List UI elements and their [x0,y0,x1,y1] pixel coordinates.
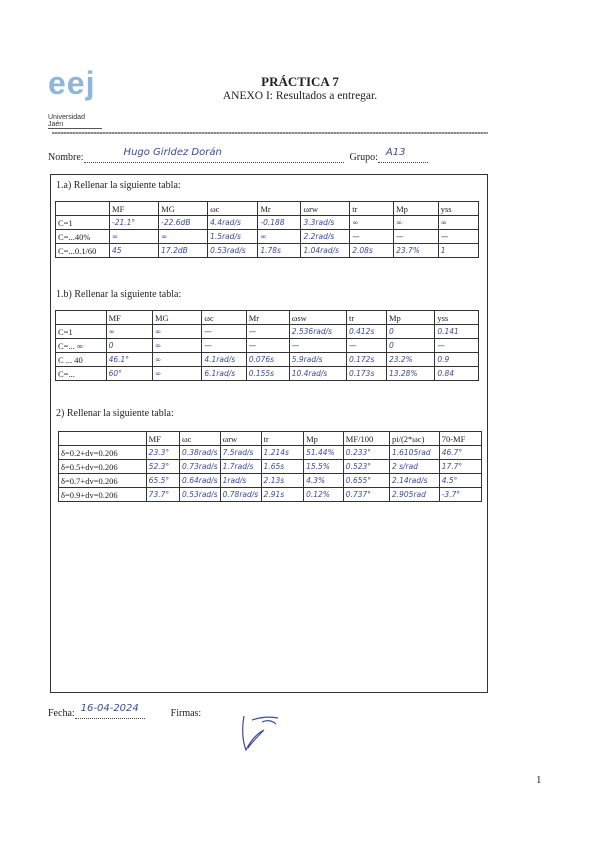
column-header: Mp [386,311,434,325]
page-title: PRÁCTICA 7 [261,74,339,89]
section-2-label: 2) Rellenar la siguiente tabla: [56,408,174,419]
row-label: δ=0.7+dv=0.206 [59,474,147,488]
cell-value: 1 [438,244,478,258]
cell-value: — [202,339,246,353]
table-row [56,367,479,381]
cell-value: 4.1rad/s [202,353,246,367]
cell-value: 23.2% [386,353,434,367]
column-header: tr [261,432,304,446]
column-header: 70-MF [439,432,481,446]
logo-letter: e [48,65,66,101]
cell-value: ∞ [258,230,301,244]
cell-value: 1rad/s [220,474,261,488]
row-label: δ=0.5+dv=0.206 [59,460,147,474]
cell-value: 65.5° [146,474,179,488]
table-1a [55,201,479,258]
cell-value: 4.4rad/s [208,216,258,230]
cell-value: 0.076s [246,353,289,367]
page-number: 1 [536,774,542,786]
cell-value: 52.3° [146,460,179,474]
cell-value: 0.9 [435,353,479,367]
cell-value: 1.04rad/s [301,244,350,258]
signature-label: Firmas: [170,708,202,719]
row-label: C=1 [56,216,110,230]
cell-value: 1.78s [258,244,301,258]
column-header: MG [152,311,201,325]
cell-value: 0.737° [343,488,389,502]
group-field [378,147,428,163]
cell-value: 1.7rad/s [220,460,261,474]
cell-value: 0.523° [343,460,389,474]
cell-value: 2.91s [261,488,304,502]
cell-value: 73.7° [146,488,179,502]
column-header: Mr [246,311,289,325]
column-header: ωrw [301,202,350,216]
cell-value: — [246,325,289,339]
row-label: δ=0.2+dv=0.206 [59,446,147,460]
cell-value: ∞ [394,216,439,230]
table-row [56,325,479,339]
column-header: MG [159,202,208,216]
cell-value: — [202,325,246,339]
cell-value: ∞ [438,216,478,230]
column-header: tr [350,202,394,216]
cell-value: 0.141 [435,325,479,339]
cell-value: 4.3% [304,474,344,488]
cell-value: 0.78rad/s [220,488,261,502]
cell-value: 0.73rad/s [180,460,221,474]
row-label: C=1 [56,325,107,339]
cell-value: 15.5% [304,460,344,474]
table-1b [55,310,479,381]
cell-value: 13.28% [386,367,434,381]
divider [52,132,488,134]
row-label: C=...40% [56,230,110,244]
signature-scribble [238,712,282,754]
name-field [84,147,344,163]
column-header: MF [106,311,152,325]
cell-value: ∞ [152,367,201,381]
table-2 [58,431,482,502]
cell-value: 0.53rad/s [180,488,221,502]
cell-value: 0.38rad/s [180,446,221,460]
column-header: MF [146,432,179,446]
column-header: yss [438,202,478,216]
column-header: Mp [394,202,439,216]
cell-value: 17.7° [439,460,481,474]
cell-value: 0.412s [346,325,386,339]
cell-value: 0 [386,339,434,353]
cell-value: 0.173s [346,367,386,381]
cell-value: -0.188 [258,216,301,230]
cell-value: 1.214s [261,446,304,460]
table-header-row [59,432,482,446]
logo-letter: e [66,65,85,101]
cell-value: 23.3° [146,446,179,460]
page-subtitle: ANEXO I: Resultados a entregar. [222,90,378,102]
cell-value: — [246,339,289,353]
cell-value: ∞ [159,230,208,244]
cell-value: ∞ [110,230,159,244]
cell-value: 0.233° [343,446,389,460]
column-header: Mp [304,432,344,446]
column-header: ωrw [220,432,261,446]
cell-value: 0.84 [435,367,479,381]
column-header: pi/(2*ωc) [389,432,439,446]
cell-value: — [435,339,479,353]
cell-value: 51.44% [304,446,344,460]
cell-value: 2.14rad/s [389,474,439,488]
cell-value: 0.12% [304,488,344,502]
cell-value: 3.3rad/s [301,216,350,230]
cell-value: 2.13s [261,474,304,488]
cell-value: 2.08s [350,244,394,258]
table-row [56,244,479,258]
cell-value: — [346,339,386,353]
column-header [59,432,147,446]
cell-value: 0.64rad/s [180,474,221,488]
cell-value: 0.155s [246,367,289,381]
cell-value: -3.7° [439,488,481,502]
column-header: ωc [202,311,246,325]
cell-value: 2.536rad/s [289,325,346,339]
group-value: A13 [385,147,406,158]
name-line [48,147,428,163]
table-header-row [56,311,479,325]
cell-value: 2 s/rad [389,460,439,474]
cell-value: -22.6dB [159,216,208,230]
cell-value: — [438,230,478,244]
cell-value: 60° [106,367,152,381]
table-header-row [56,202,479,216]
column-header [56,311,107,325]
name-value: Hugo Girldez Dorán [123,147,222,158]
table-row [56,339,479,353]
row-label: C=... ∞ [56,339,107,353]
cell-value: 46.7° [439,446,481,460]
footer-line [48,703,202,719]
row-label: C ... 40 [56,353,107,367]
section-1b-label: 1.b) Rellenar la siguiente tabla: [56,289,182,300]
cell-value: 4.5° [439,474,481,488]
column-header: yss [435,311,479,325]
cell-value: 0 [386,325,434,339]
cell-value: 17.2dB [159,244,208,258]
cell-value: ∞ [152,353,201,367]
row-label: C=...0.1/60 [56,244,110,258]
column-header: ωsw [289,311,346,325]
row-label: C=... [56,367,107,381]
cell-value: 2.905rad [389,488,439,502]
date-label: Fecha: [48,708,75,719]
column-header: tr [346,311,386,325]
section-1a-label: 1.a) Rellenar la siguiente tabla: [56,180,181,191]
cell-value: 45 [110,244,159,258]
cell-value: ∞ [350,216,394,230]
cell-value: 1.6105rad [389,446,439,460]
table-row [59,446,482,460]
column-header: ωc [208,202,258,216]
name-label: Nombre: [48,152,84,163]
row-label: δ=0.9+dv=0.206 [59,488,147,502]
table-row [56,230,479,244]
cell-value: 5.9rad/s [289,353,346,367]
cell-value: 0 [106,339,152,353]
column-header [56,202,110,216]
group-label: Grupo: [349,152,378,163]
column-header: MF [110,202,159,216]
cell-value: 0.655° [343,474,389,488]
cell-value: — [289,339,346,353]
cell-value: 23.7% [394,244,439,258]
cell-value: 0.53rad/s [208,244,258,258]
cell-value: 7.5rad/s [220,446,261,460]
logo-letter: j [85,65,95,101]
table-row [59,460,482,474]
cell-value: 10.4rad/s [289,367,346,381]
cell-value: -21.1° [110,216,159,230]
cell-value: 6.1rad/s [202,367,246,381]
table-row [59,474,482,488]
cell-value: 46.1° [106,353,152,367]
cell-value: 2.2rad/s [301,230,350,244]
logo-subtext: Universidad Jaén [48,114,102,129]
cell-value: ∞ [152,325,201,339]
cell-value: — [350,230,394,244]
column-header: Mr [258,202,301,216]
table-row [59,488,482,502]
date-field [75,703,145,719]
cell-value: ∞ [152,339,201,353]
date-value: 16-04-2024 [80,703,139,714]
column-header: ωc [180,432,221,446]
table-row [56,216,479,230]
cell-value: 1.5rad/s [208,230,258,244]
cell-value: 1.65s [261,460,304,474]
cell-value: 0.172s [346,353,386,367]
column-header: MF/100 [343,432,389,446]
table-row [56,353,479,367]
cell-value: ∞ [106,325,152,339]
cell-value: — [394,230,439,244]
